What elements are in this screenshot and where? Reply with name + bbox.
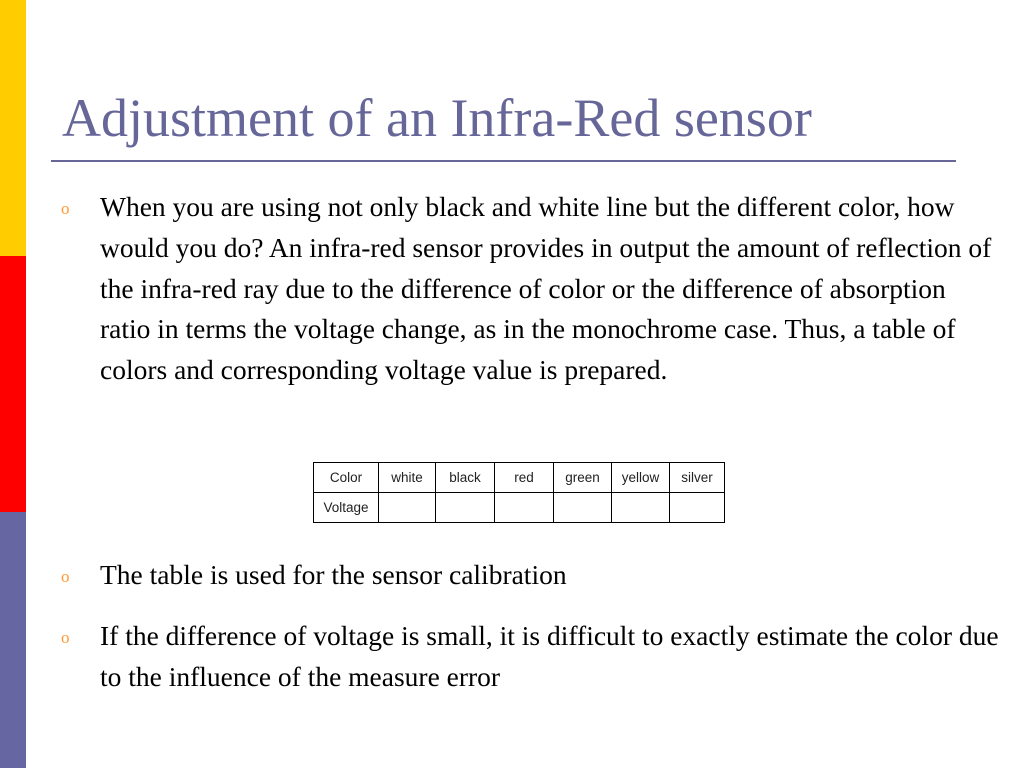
sidebar-stripe-red	[0, 256, 26, 512]
table-value-cell	[670, 493, 725, 523]
table-color-cell: black	[436, 463, 495, 493]
table-row	[314, 463, 725, 493]
title-underline	[51, 160, 956, 162]
bullet-text: If the difference of voltage is small, it is difficult to exactly estimate the color due to the influence of the measure error	[100, 620, 999, 692]
sidebar-stripe-blue	[0, 512, 26, 768]
bullet-marker: o	[61, 199, 70, 218]
bullet-marker: o	[61, 628, 70, 647]
bullet-text: The table is used for the sensor calibration	[100, 559, 567, 590]
table-color-cell: red	[495, 463, 554, 493]
table-header-cell: Color	[314, 463, 379, 493]
bullet-marker: o	[61, 567, 70, 586]
table-value-cell	[554, 493, 612, 523]
table-color-cell: green	[554, 463, 612, 493]
color-voltage-table	[313, 462, 725, 523]
table-value-cell	[612, 493, 670, 523]
table-color-cell: yellow	[612, 463, 670, 493]
bullet-text: When you are using not only black and white line but the different color, how would you do? An infra-red sensor provides in output the amount of reflection of the infra-red ray due to the difference of color or the difference of absorption ratio in terms the voltage change, as in the monochrome case. Thus, a table of colors and corresponding voltage value is prepared.	[100, 191, 992, 386]
table-value-cell	[436, 493, 495, 523]
table-color-cell: white	[379, 463, 436, 493]
sidebar-stripe-yellow	[0, 0, 26, 256]
slide-title: Adjustment of an Infra-Red sensor	[62, 88, 812, 148]
table-value-cell	[495, 493, 554, 523]
table-row	[314, 493, 725, 523]
table-row-label: Voltage	[314, 493, 379, 523]
table-value-cell	[379, 493, 436, 523]
table-color-cell: silver	[670, 463, 725, 493]
